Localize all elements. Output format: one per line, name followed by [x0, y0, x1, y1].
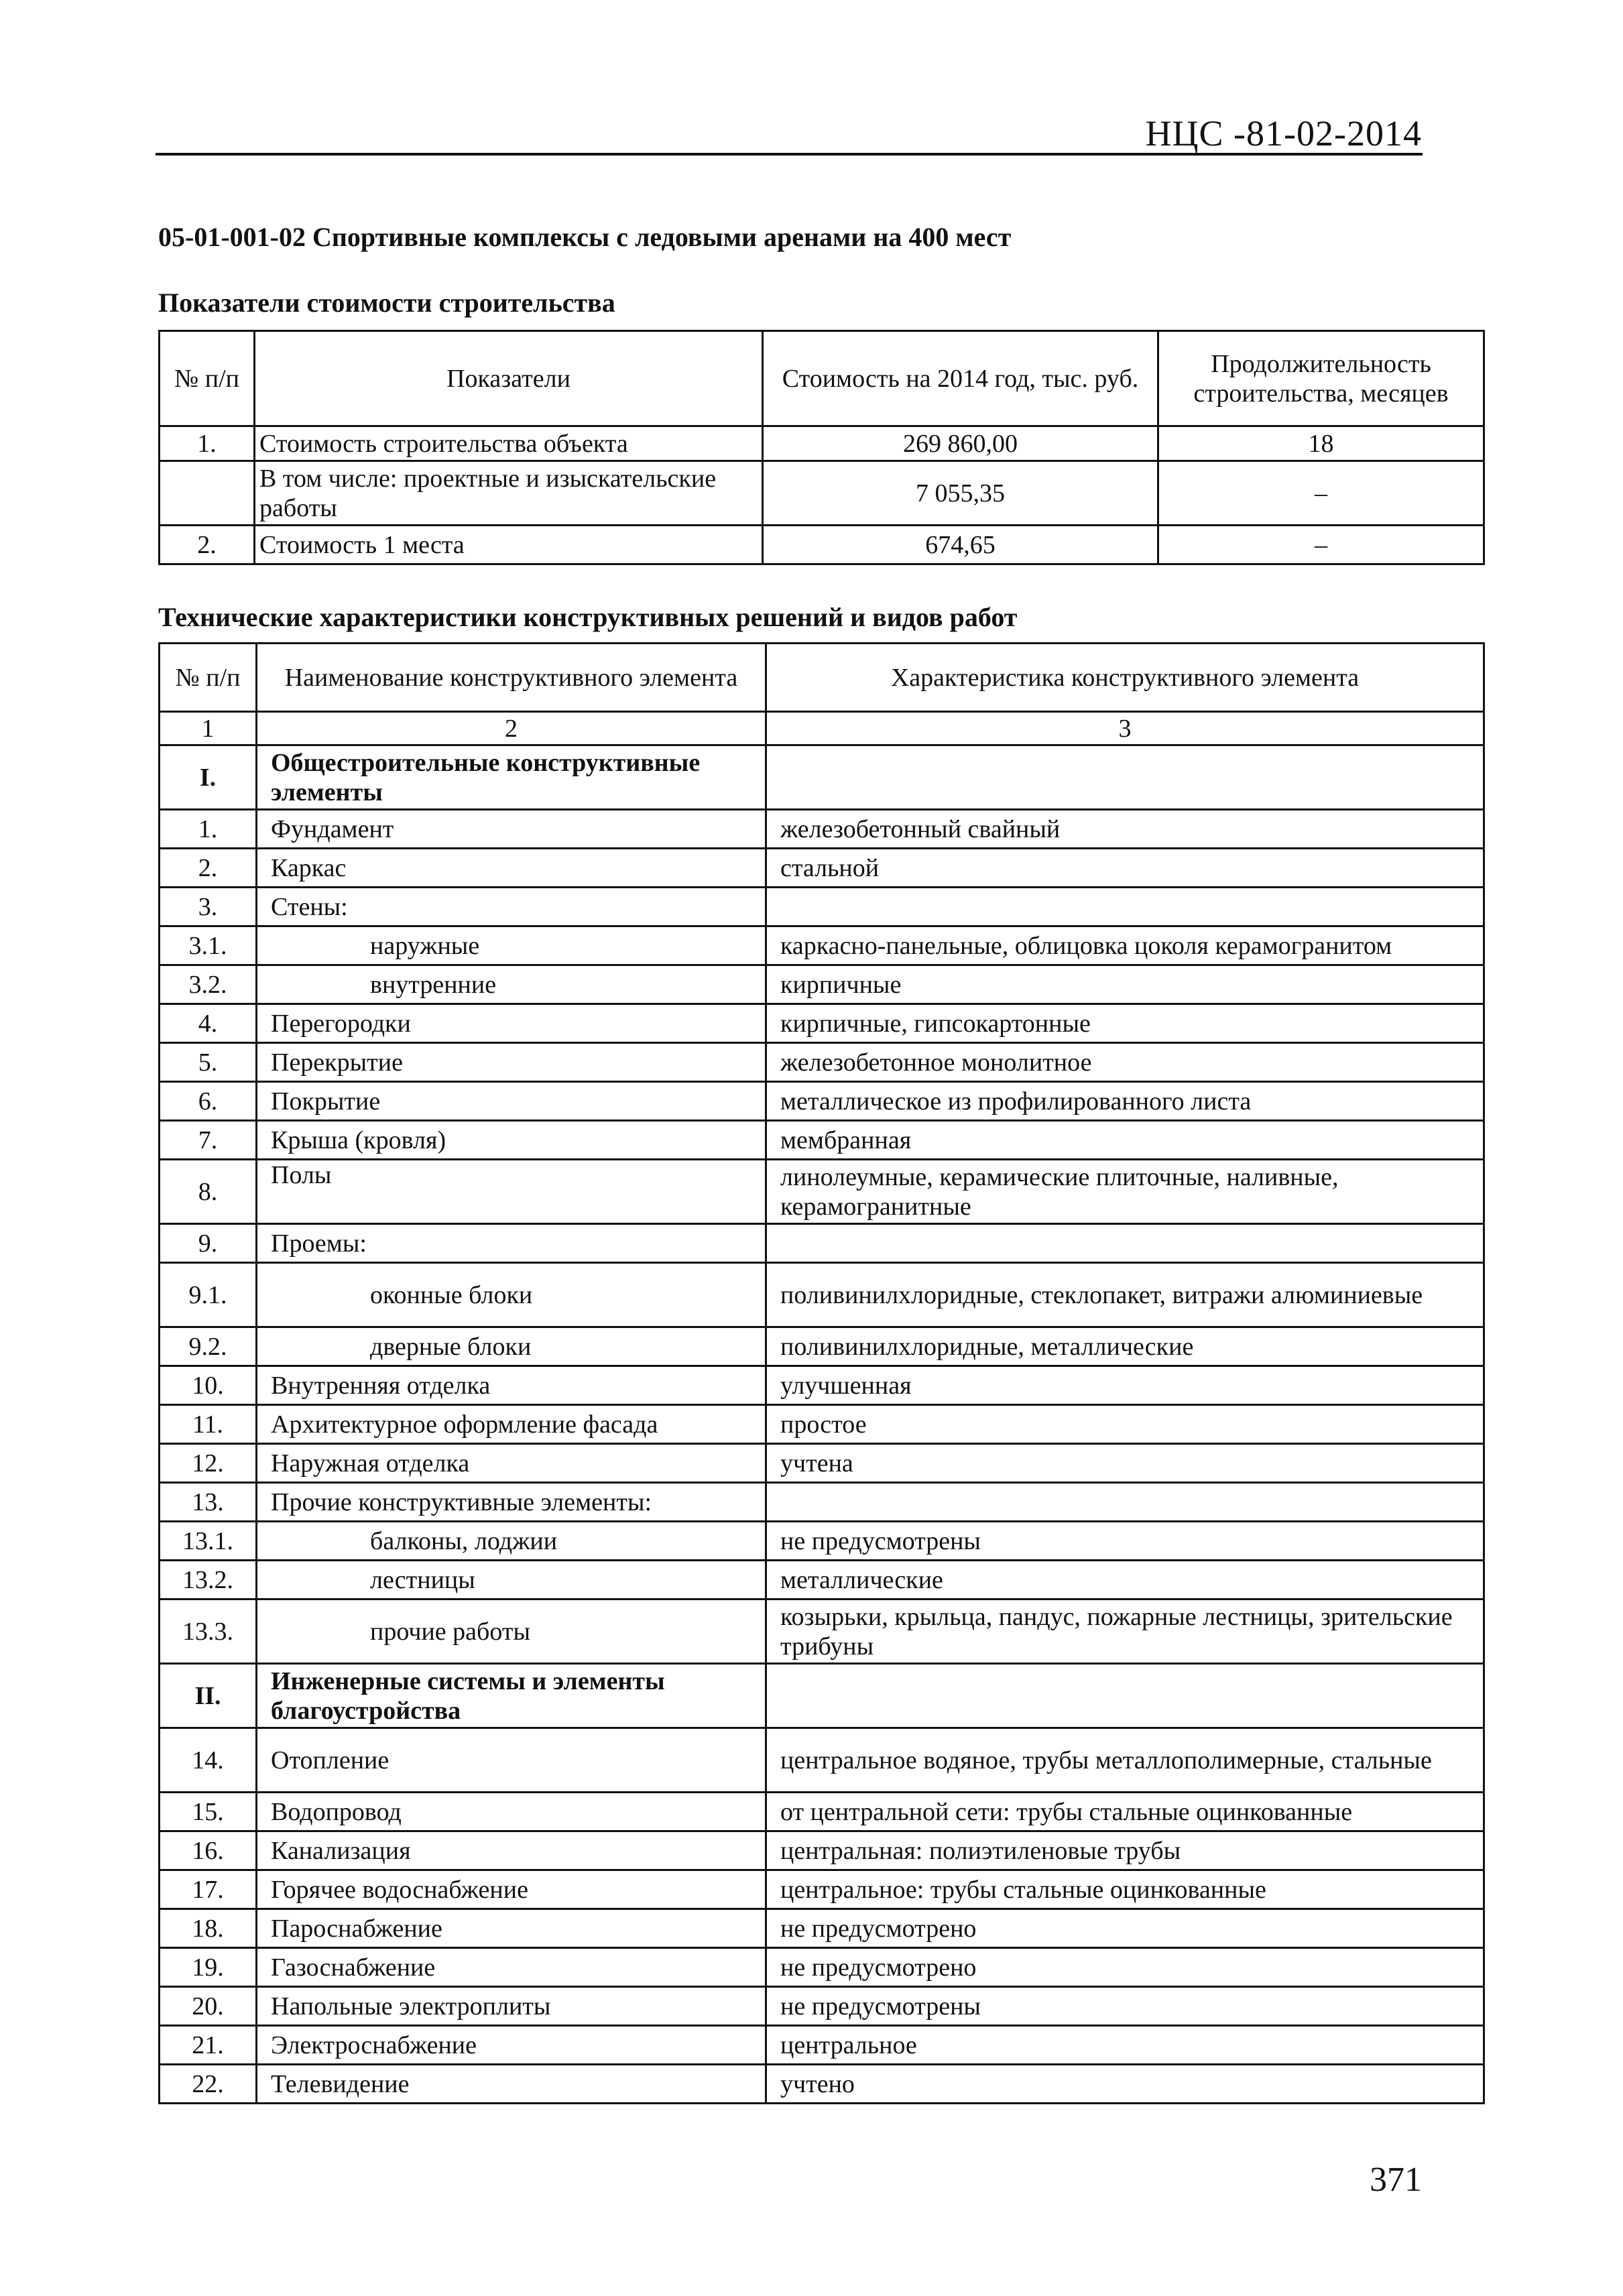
cost-header-name: Показатели: [255, 331, 763, 426]
row-number: 7.: [160, 1121, 257, 1160]
element-name: Проемы:: [257, 1224, 766, 1263]
table-row: [160, 1483, 1484, 1522]
element-characteristic: мембранная: [766, 1121, 1484, 1160]
cost-duration: –: [1158, 526, 1484, 564]
element-characteristic: каркасно-панельные, облицовка цоколя керамогранитом: [766, 926, 1484, 965]
element-name: оконные блоки: [257, 1263, 766, 1327]
table-row: [160, 1224, 1484, 1263]
table-row: [160, 1831, 1484, 1870]
element-name: Газоснабжение: [257, 1948, 766, 1987]
element-characteristic: поливинилхлоридные, стеклопакет, витражи алюминиевые: [766, 1263, 1484, 1327]
row-number: 18.: [160, 1909, 257, 1948]
element-name: дверные блоки: [257, 1327, 766, 1366]
table-row: [160, 926, 1484, 965]
section-title: 05-01-001-02 Спортивные комплексы с ледовыми аренами на 400 мест: [158, 222, 1012, 252]
table-row: [160, 1728, 1484, 1793]
table-row: [160, 2026, 1484, 2065]
tech-subtitle: Технические характеристики конструктивных решений и видов работ: [158, 602, 1018, 632]
table-row: [160, 1082, 1484, 1121]
row-number: 10.: [160, 1366, 257, 1405]
row-number: 22.: [160, 2065, 257, 2104]
element-name: Стены:: [257, 888, 766, 926]
element-name: Электроснабжение: [257, 2026, 766, 2065]
row-number: 12.: [160, 1444, 257, 1483]
table-row: [160, 965, 1484, 1004]
table-row: [160, 1327, 1484, 1366]
cost-row: [160, 526, 1484, 564]
element-name: Напольные электроплиты: [257, 1987, 766, 2026]
table-row: [160, 1561, 1484, 1599]
row-number: 13.: [160, 1483, 257, 1522]
row-number: 2.: [160, 849, 257, 888]
element-name: Общестроительные конструктивные элементы: [257, 745, 766, 810]
table-row: [160, 1870, 1484, 1909]
row-number: I.: [160, 745, 257, 810]
row-number: 15.: [160, 1793, 257, 1831]
row-number: 9.: [160, 1224, 257, 1263]
element-characteristic: стальной: [766, 849, 1484, 888]
row-number: 9.1.: [160, 1263, 257, 1327]
element-characteristic: центральная: полиэтиленовые трубы: [766, 1831, 1484, 1870]
table-row: [160, 1121, 1484, 1160]
tech-column-numbers-row: [160, 712, 1484, 745]
element-characteristic: [766, 1664, 1484, 1728]
cost-header-duration: Продолжительность строительства, месяцев: [1158, 331, 1484, 426]
element-characteristic: кирпичные, гипсокартонные: [766, 1004, 1484, 1043]
row-number: 21.: [160, 2026, 257, 2065]
element-characteristic: не предусмотрено: [766, 1948, 1484, 1987]
row-number: 13.2.: [160, 1561, 257, 1599]
section-row: [160, 745, 1484, 810]
table-row: [160, 1987, 1484, 2026]
row-number: 6.: [160, 1082, 257, 1121]
tech-header-row: [160, 644, 1484, 712]
table-row: [160, 1405, 1484, 1444]
cost-name: Стоимость строительства объекта: [255, 426, 763, 461]
element-name: Горячее водоснабжение: [257, 1870, 766, 1909]
table-row: [160, 1599, 1484, 1664]
table-row: [160, 1004, 1484, 1043]
element-characteristic: от центральной сети: трубы стальные оцинкованные: [766, 1793, 1484, 1831]
row-number: 14.: [160, 1728, 257, 1793]
row-number: II.: [160, 1664, 257, 1728]
row-number: 8.: [160, 1160, 257, 1224]
row-number: 5.: [160, 1043, 257, 1082]
row-number: 13.3.: [160, 1599, 257, 1664]
element-characteristic: металлические: [766, 1561, 1484, 1599]
table-row: [160, 810, 1484, 849]
element-characteristic: кирпичные: [766, 965, 1484, 1004]
element-characteristic: учтена: [766, 1444, 1484, 1483]
table-row: [160, 1522, 1484, 1561]
element-characteristic: учтено: [766, 2065, 1484, 2104]
table-row: [160, 888, 1484, 926]
row-number: 13.1.: [160, 1522, 257, 1561]
element-characteristic: центральное: [766, 2026, 1484, 2065]
cost-duration: –: [1158, 461, 1484, 526]
cost-table: [158, 330, 1485, 565]
element-name: прочие работы: [257, 1599, 766, 1664]
element-characteristic: [766, 745, 1484, 810]
table-row: [160, 1160, 1484, 1224]
table-row: [160, 849, 1484, 888]
cost-row: [160, 461, 1484, 526]
table-row: [160, 1793, 1484, 1831]
element-characteristic: линолеумные, керамические плиточные, наливные, керамогранитные: [766, 1160, 1484, 1224]
row-number: 3.: [160, 888, 257, 926]
tech-header-name: Наименование конструктивного элемента: [257, 644, 766, 712]
table-row: [160, 1263, 1484, 1327]
element-name: Инженерные системы и элементы благоустройства: [257, 1664, 766, 1728]
cost-header-num: № п/п: [160, 331, 255, 426]
element-name: Телевидение: [257, 2065, 766, 2104]
element-characteristic: [766, 1224, 1484, 1263]
element-characteristic: [766, 888, 1484, 926]
tech-table-body: [160, 745, 1484, 2104]
element-characteristic: металлическое из профилированного листа: [766, 1082, 1484, 1121]
table-row: [160, 1948, 1484, 1987]
header-rule: [156, 153, 1423, 156]
cost-value: 269 860,00: [763, 426, 1158, 461]
table-row: [160, 1366, 1484, 1405]
element-characteristic: железобетонное монолитное: [766, 1043, 1484, 1082]
row-number: 9.2.: [160, 1327, 257, 1366]
row-number: 4.: [160, 1004, 257, 1043]
row-number: 1.: [160, 810, 257, 849]
element-name: Архитектурное оформление фасада: [257, 1405, 766, 1444]
section-row: [160, 1664, 1484, 1728]
tech-col-number-2: 2: [257, 712, 766, 745]
element-name: внутренние: [257, 965, 766, 1004]
cost-name: В том числе: проектные и изыскательские работы: [255, 461, 763, 526]
element-name: Отопление: [257, 1728, 766, 1793]
element-characteristic: центральное водяное, трубы металлополимерные, стальные: [766, 1728, 1484, 1793]
element-characteristic: не предусмотрены: [766, 1522, 1484, 1561]
element-name: Фундамент: [257, 810, 766, 849]
cost-row: [160, 426, 1484, 461]
element-name: Наружная отделка: [257, 1444, 766, 1483]
element-characteristic: улучшенная: [766, 1366, 1484, 1405]
cost-name: Стоимость 1 места: [255, 526, 763, 564]
document-code: НЦС -81-02-2014: [1145, 113, 1422, 154]
element-characteristic: простое: [766, 1405, 1484, 1444]
cost-duration: 18: [1158, 426, 1484, 461]
cost-num: 2.: [160, 526, 255, 564]
cost-value: 674,65: [763, 526, 1158, 564]
element-name: Пароснабжение: [257, 1909, 766, 1948]
table-row: [160, 1444, 1484, 1483]
element-characteristic: поливинилхлоридные, металлические: [766, 1327, 1484, 1366]
tech-col-number-1: 1: [160, 712, 257, 745]
element-characteristic: железобетонный свайный: [766, 810, 1484, 849]
element-name: Крыша (кровля): [257, 1121, 766, 1160]
page-number: 371: [1370, 2161, 1422, 2199]
element-name: лестницы: [257, 1561, 766, 1599]
cost-value: 7 055,35: [763, 461, 1158, 526]
row-number: 16.: [160, 1831, 257, 1870]
row-number: 17.: [160, 1870, 257, 1909]
row-number: 19.: [160, 1948, 257, 1987]
tech-col-number-3: 3: [766, 712, 1484, 745]
element-name: наружные: [257, 926, 766, 965]
element-name: Перегородки: [257, 1004, 766, 1043]
row-number: 3.1.: [160, 926, 257, 965]
element-characteristic: центральное: трубы стальные оцинкованные: [766, 1870, 1484, 1909]
element-characteristic: [766, 1483, 1484, 1522]
element-name: Водопровод: [257, 1793, 766, 1831]
element-characteristic: не предусмотрено: [766, 1909, 1484, 1948]
table-row: [160, 2065, 1484, 2104]
element-name: Прочие конструктивные элементы:: [257, 1483, 766, 1522]
cost-num: 1.: [160, 426, 255, 461]
row-number: 11.: [160, 1405, 257, 1444]
table-row: [160, 1909, 1484, 1948]
tech-table: [158, 642, 1485, 2104]
cost-num: [160, 461, 255, 526]
element-name: Перекрытие: [257, 1043, 766, 1082]
element-name: балконы, лоджии: [257, 1522, 766, 1561]
cost-header-row: [160, 331, 1484, 426]
table-row: [160, 1043, 1484, 1082]
cost-subtitle: Показатели стоимости строительства: [158, 288, 615, 318]
row-number: 20.: [160, 1987, 257, 2026]
element-name: Покрытие: [257, 1082, 766, 1121]
tech-header-num: № п/п: [160, 644, 257, 712]
row-number: 3.2.: [160, 965, 257, 1004]
element-characteristic: козырьки, крыльца, пандус, пожарные лестницы, зрительские трибуны: [766, 1599, 1484, 1664]
element-name: Каркас: [257, 849, 766, 888]
element-name: Канализация: [257, 1831, 766, 1870]
tech-header-desc: Характеристика конструктивного элемента: [766, 644, 1484, 712]
element-name: Полы: [257, 1160, 766, 1224]
cost-header-cost: Стоимость на 2014 год, тыс. руб.: [763, 331, 1158, 426]
element-name: Внутренняя отделка: [257, 1366, 766, 1405]
element-characteristic: не предусмотрены: [766, 1987, 1484, 2026]
